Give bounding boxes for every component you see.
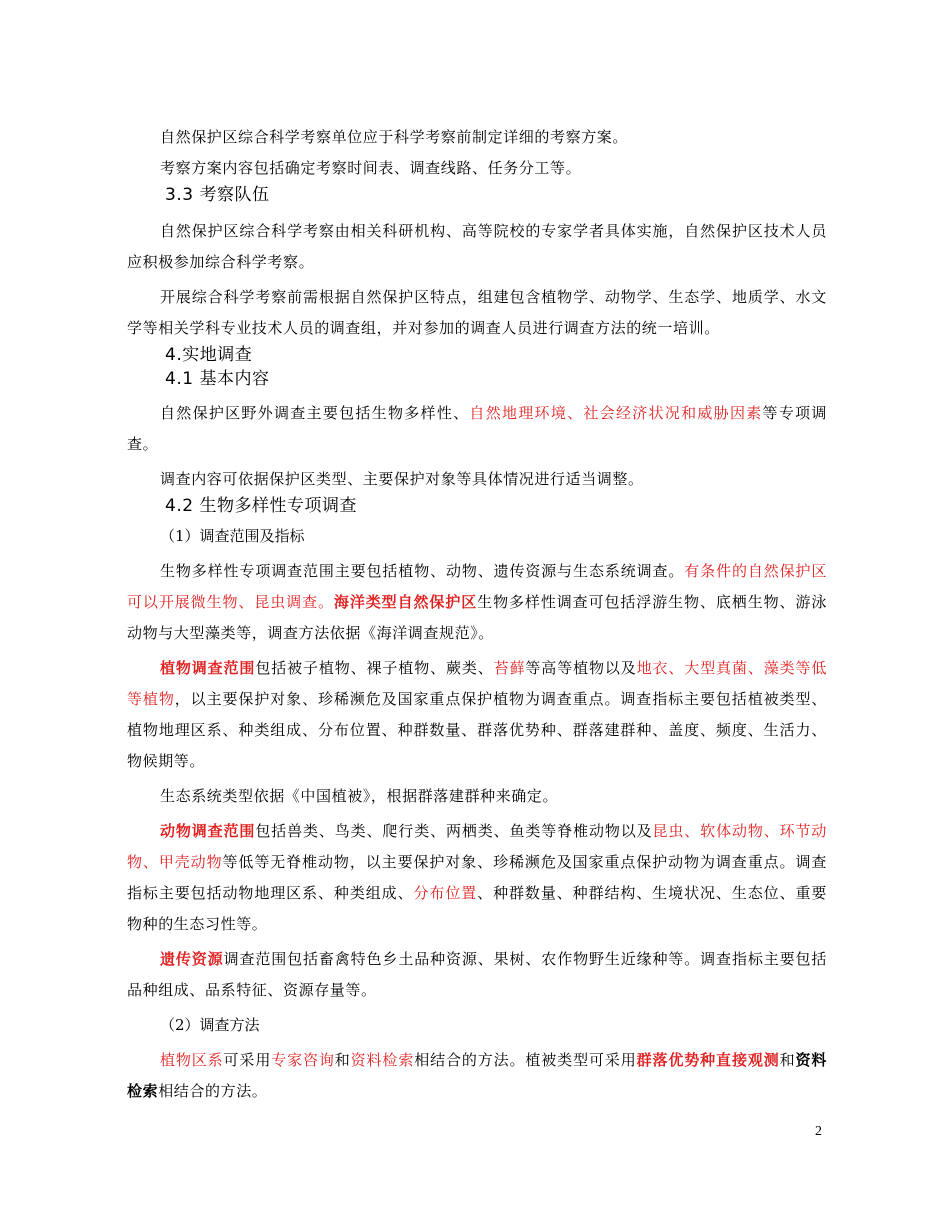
paragraph: [127, 398, 827, 460]
text-run: 开展综合科学考察前需根据自然保护区特点，组建包含植物学、动物学、生态学、地质学、水文学等相关学科专业技术人员的调查组，并对参加的调查人员进行调查方法的统一培训。: [127, 288, 827, 337]
subheading-method: （2）调查方法: [160, 1016, 260, 1034]
paragraph: [127, 282, 827, 344]
highlight-text: 苔藓: [493, 659, 526, 677]
text-run: ，以主要保护对象、珍稀濒危及国家重点保护植物为调查重点。调查指标主要包括植被类型、植物地理区系、种类组成、分布位置、种群数量、群落优势种、群落建群种、盖度、频度、生活力、物候期等。: [127, 690, 827, 770]
highlight-text: 有条件的自然保护区可以开展微生物、昆虫调查。: [127, 562, 827, 611]
document-body: [127, 122, 827, 1111]
text-run: 包括兽类、鸟类、爬行类、两栖类、鱼类等脊椎动物以及: [255, 822, 653, 840]
text-run: 生物多样性调查可包括浮游生物、底栖生物、游泳动物与大型藻类等，调查方法依据《海洋调查规范》。: [127, 593, 827, 642]
paragraph: [127, 153, 827, 184]
text-run: 等专项调查。: [127, 404, 827, 453]
text-run: 相结合的方法。植被类型可采用: [414, 1051, 637, 1069]
paragraph: [127, 944, 827, 1006]
text-run: 生物多样性专项调查范围主要包括植物、动物、遗传资源与生态系统调查。: [160, 562, 685, 580]
section-heading-4-2: 4.2 生物多样性专项调查: [165, 496, 357, 516]
text-run: 、种群数量、种群结构、生境状况、生态位、重要物种的生态习性等。: [127, 884, 828, 933]
paragraph: [127, 464, 827, 495]
highlight-text: 资料检索: [350, 1051, 415, 1069]
paragraph: [127, 816, 827, 940]
text-run: 和: [779, 1051, 796, 1069]
text-run: 自然保护区综合科学考察由相关科研机构、高等院校的专家学者具体实施，自然保护区技术人员应积极参加综合科学考察。: [127, 222, 827, 271]
highlight-text: 群落优势种直接观测: [636, 1051, 780, 1069]
highlight-text: 植物区系: [160, 1051, 224, 1069]
paragraph: [127, 653, 827, 777]
text-run: 自然保护区野外调查主要包括生物多样性、: [160, 404, 470, 422]
highlight-text: 海洋类型自然保护区: [333, 593, 478, 611]
section-heading-3-3: 3.3 考察队伍: [165, 185, 270, 205]
text-run: 调查范围包括畜禽特色乡土品种资源、果树、农作物野生近缘种等。调查指标主要包括品种组成、品系特征、资源存量等。: [127, 950, 827, 999]
text-run: 相结合的方法。: [158, 1082, 268, 1100]
page-number: 2: [815, 1124, 822, 1139]
text-run: 调查内容可依据保护区类型、主要保护对象等具体情况进行适当调整。: [160, 470, 644, 488]
subheading-scope: （1）调查范围及指标: [160, 527, 305, 545]
text-run: 可采用: [223, 1051, 272, 1069]
text-run: 考察方案内容包括确定考察时间表、调查线路、任务分工等。: [160, 159, 582, 177]
paragraph: [127, 1045, 827, 1107]
highlight-text: 遗传资源: [160, 950, 224, 968]
highlight-text: 昆虫、软体动物、环节动物、甲壳动物: [127, 822, 827, 871]
highlight-text: 植物调查范围: [160, 659, 256, 677]
text-run: 等高等植物以及: [525, 659, 637, 677]
paragraph: [127, 556, 827, 649]
highlight-text: 动物调查范围: [160, 822, 256, 840]
highlight-text: 地衣、大型真菌、藻类等低等植物: [127, 659, 827, 708]
text-run: 生态系统类型依据《中国植被》，根据群落建群种来确定。: [160, 787, 559, 805]
highlight-text: 专家咨询: [271, 1051, 335, 1069]
section-heading-4-1: 4.1 基本内容: [165, 369, 270, 389]
paragraph: [127, 781, 827, 812]
text-run: 包括被子植物、裸子植物、蕨类、: [255, 659, 494, 677]
highlight-text: 分布位置: [413, 884, 478, 902]
paragraph: [127, 122, 827, 153]
text-run: 自然保护区综合科学考察单位应于科学考察前制定详细的考察方案。: [160, 128, 629, 146]
text-run: 等低等无脊椎动物，以主要保护对象、珍稀濒危及国家重点保护动物为调查重点。调查指标主要包括动物地理区系、种类组成、: [127, 853, 827, 902]
text-run: 和: [334, 1051, 351, 1069]
section-heading-4: 4.实地调查: [165, 345, 253, 365]
highlight-text: 自然地理环境、社会经济状况和威胁因素: [469, 404, 763, 422]
paragraph: [127, 216, 827, 278]
bold-text: 资料检索: [127, 1051, 827, 1100]
